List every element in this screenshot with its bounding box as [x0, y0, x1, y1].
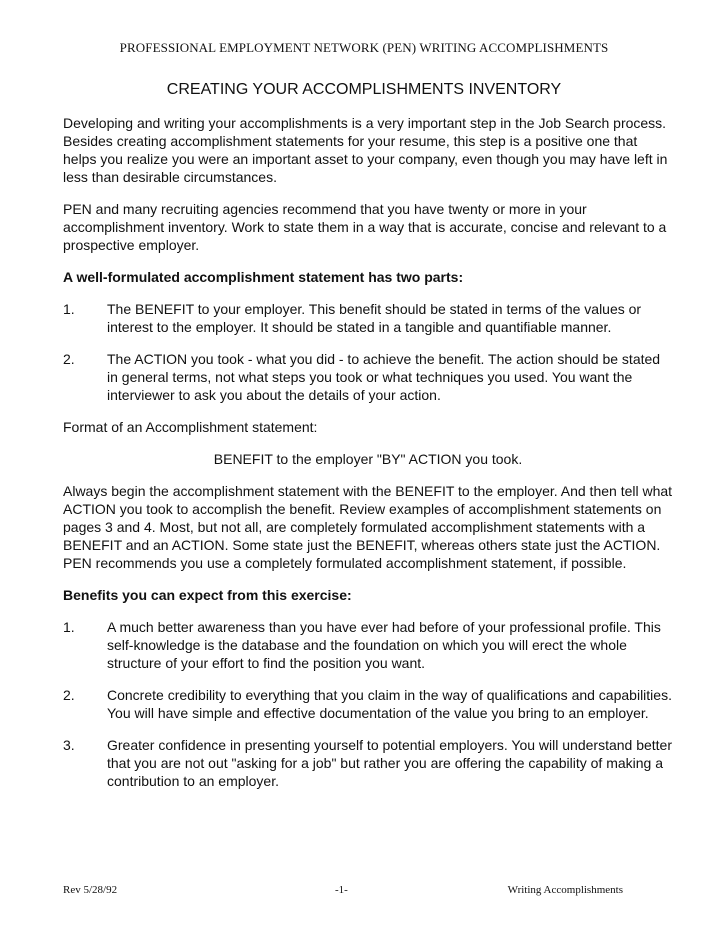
instruction-paragraph: Always begin the accomplishment statement with the BENEFIT to the employer. And then tell what ACTION you took to accomplish the benefit. Review examples of accomplishment statements on pages 3 and 4. Most, but not all, are completely formulated accomplishment statements with a BENEFIT and an ACTION. Some state just the BENEFIT, whereas others state just the ACTION. PEN recommends you use a completely formulated accomplishment statement, if possible.: [63, 483, 673, 571]
document-body: [63, 114, 673, 804]
recommendation-paragraph: PEN and many recruiting agencies recommend that you have twenty or more in your accomplishment inventory. Work to state them in a way that is accurate, concise and relevant to a prospective employer.: [63, 201, 667, 253]
footer-page-number: -1-: [335, 884, 348, 896]
list-item: [63, 300, 673, 336]
list-number: 2.: [63, 687, 75, 703]
list-text: The BENEFIT to your employer. This benefit should be stated in terms of the values or interest to the employer. It should be stated in a tangible and quantifiable manner.: [107, 301, 642, 335]
list-item: [63, 350, 673, 404]
intro-paragraph: Developing and writing your accomplishments is a very important step in the Job Search process. Besides creating accomplishment statements for your resume, this step is a positive one that helps you realize you were an important asset to your company, even though you may have left in less than desirable circumstances.: [63, 115, 668, 185]
list-text: Greater confidence in presenting yourself to potential employers. You will understand better that you are not out "asking for a job" but rather you are offering the capability of making a contribution to an employer.: [107, 737, 673, 789]
list-number: 2.: [63, 351, 75, 367]
list-text: The ACTION you took - what you did - to achieve the benefit. The action should be stated in general terms, not what steps you took or what techniques you used. You want the interviewer to ask you about the details of your action.: [107, 351, 661, 403]
footer-revision: Rev 5/28/92: [63, 884, 118, 896]
page-header: PROFESSIONAL EMPLOYMENT NETWORK (PEN) WRITING ACCOMPLISHMENTS: [119, 40, 609, 55]
list-number: 3.: [63, 737, 75, 753]
document-title: CREATING YOUR ACCOMPLISHMENTS INVENTORY: [166, 81, 562, 98]
format-line: BENEFIT to the employer "BY" ACTION you took.: [213, 451, 523, 467]
format-label: Format of an Accomplishment statement:: [63, 419, 318, 435]
list-text: Concrete credibility to everything that you claim in the way of qualifications and capabilities. You will have simple and effective documentation of the value you bring to an employer.: [107, 687, 672, 721]
benefits-heading: Benefits you can expect from this exercise:: [63, 587, 352, 603]
parts-heading: A well-formulated accomplishment statement has two parts:: [63, 269, 464, 285]
list-number: 1.: [63, 619, 75, 635]
footer-doc-name: Writing Accomplishments: [507, 884, 623, 896]
list-text: A much better awareness than you have ever had before of your professional profile. This self-knowledge is the database and the foundation on which you will erect the whole structure of your effort to find the position you want.: [107, 619, 661, 671]
list-item: [63, 618, 673, 672]
list-number: 1.: [63, 301, 75, 317]
list-item: [63, 686, 673, 722]
list-item: [63, 736, 673, 790]
